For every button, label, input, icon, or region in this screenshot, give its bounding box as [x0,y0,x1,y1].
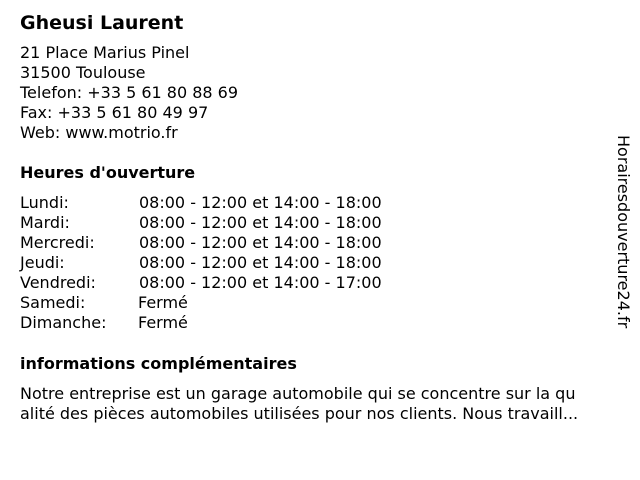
address-street: 21 Place Marius Pinel [20,43,190,62]
time-range: Fermé [138,313,188,332]
day-label: Jeudi: [20,253,65,272]
opening-hours-table [20,193,440,333]
opening-hours-heading: Heures d'ouverture [20,163,196,182]
website-link[interactable]: Web: www.motrio.fr [20,123,178,142]
time-range: 08:00 - 12:00 et 14:00 - 17:00 [139,273,382,292]
hours-row-saturday [20,293,440,313]
watermark-text: Horairesdouverture24.fr [614,135,633,329]
site-watermark [613,135,633,345]
description-line: alité des pièces automobiles utilisées pour nos clients. Nous travaill... [20,404,579,423]
time-range: 08:00 - 12:00 et 14:00 - 18:00 [139,253,382,272]
time-range: Fermé [138,293,188,312]
day-label: Mercredi: [20,233,95,252]
hours-row-tuesday [20,213,440,233]
description-line: Notre entreprise est un garage automobile qui se concentre sur la qu [20,384,576,403]
hours-row-thursday [20,253,440,273]
time-range: 08:00 - 12:00 et 14:00 - 18:00 [139,213,382,232]
time-range: 08:00 - 12:00 et 14:00 - 18:00 [139,193,382,212]
day-label: Vendredi: [20,273,96,292]
hours-row-monday [20,193,440,213]
address-city: 31500 Toulouse [20,63,146,82]
hours-row-wednesday [20,233,440,253]
fax-number: Fax: +33 5 61 80 49 97 [20,103,209,122]
day-label: Lundi: [20,193,69,212]
hours-row-sunday [20,313,440,333]
additional-info-heading: informations complémentaires [20,354,297,373]
phone-number[interactable]: Telefon: +33 5 61 80 88 69 [20,83,239,102]
business-name: Gheusi Laurent [20,12,184,34]
day-label: Mardi: [20,213,70,232]
hours-row-friday [20,273,440,293]
contact-block [20,43,238,143]
day-label: Dimanche: [20,313,107,332]
time-range: 08:00 - 12:00 et 14:00 - 18:00 [139,233,382,252]
business-description [20,384,630,424]
day-label: Samedi: [20,293,86,312]
